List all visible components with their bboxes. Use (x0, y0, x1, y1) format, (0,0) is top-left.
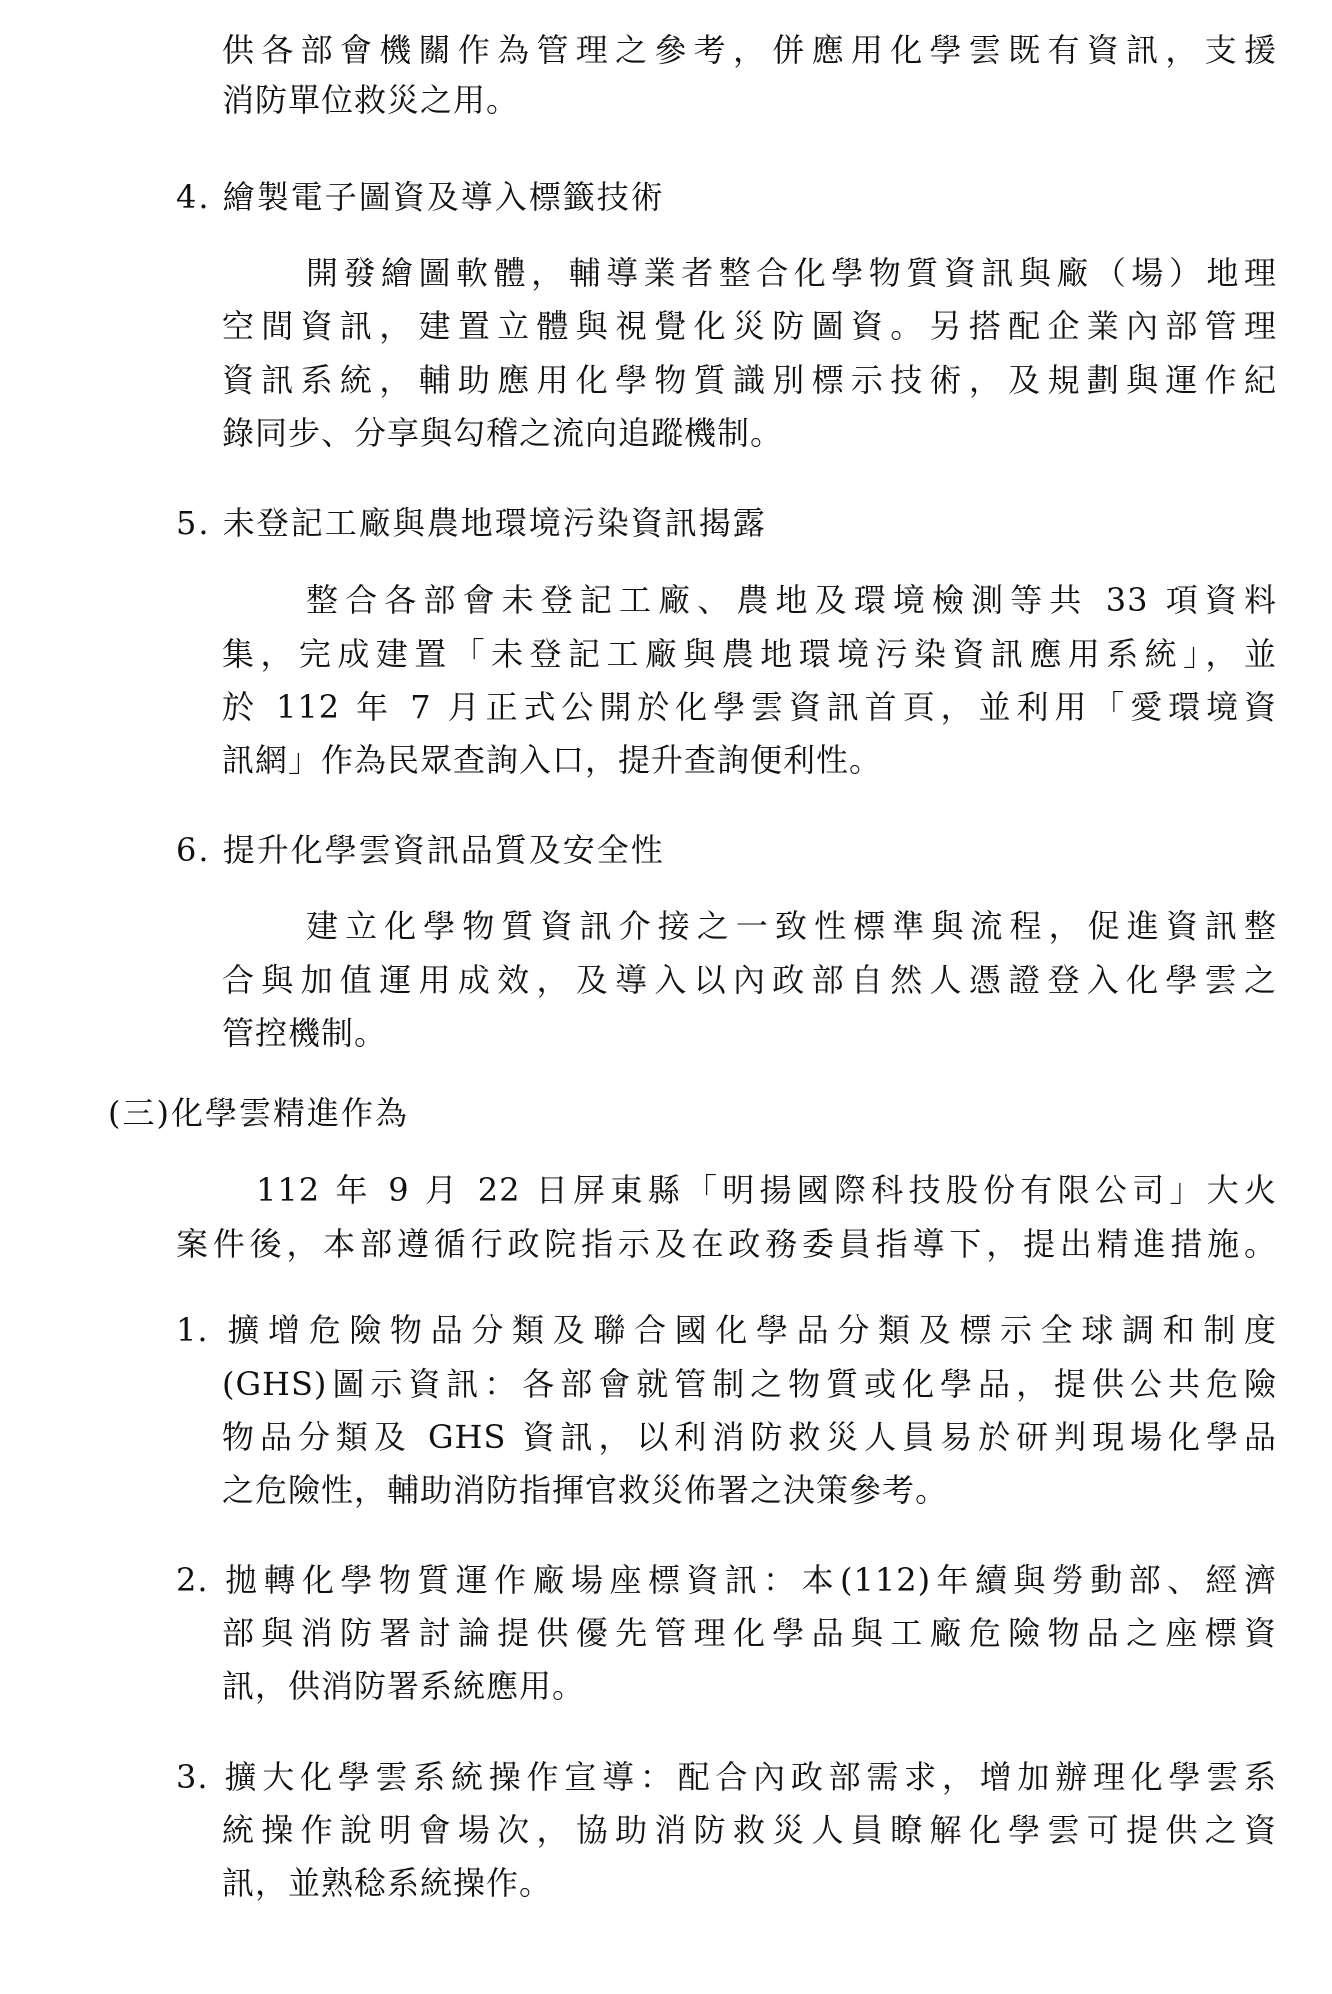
paragraph-line: 112 年 9 月 22 日屏東縣「明揚國際科技股份有限公司」大火 (256, 1171, 1277, 1209)
paragraph-line: 案件後，本部遵循行政院指示及在政務委員指導下，提出精進措施。 (176, 1225, 1277, 1263)
paragraph-line: 集，完成建置「未登記工廠與農地環境污染資訊應用系統」，並 (222, 635, 1277, 673)
paragraph-line: 合與加值運用成效，及導入以內政部自然人憑證登入化學雲之 (222, 961, 1277, 999)
list-item-line: (GHS)圖示資訊：各部會就管制之物質或化學品，提供公共危險 (222, 1365, 1277, 1403)
paragraph-line: 建立化學物質資訊介接之一致性標準與流程，促進資訊整 (306, 907, 1277, 945)
list-item-line: 2. 拋轉化學物質運作廠場座標資訊：本(112)年續與勞動部、經濟 (176, 1561, 1277, 1599)
item-6-heading: 6. 提升化學雲資訊品質及安全性 (176, 831, 665, 869)
list-item-line: 統操作說明會場次，協助消防救災人員瞭解化學雲可提供之資 (222, 1811, 1277, 1849)
list-item-line: 訊，供消防署系統應用。 (222, 1667, 586, 1705)
section-3-heading: (三)化學雲精進作為 (108, 1094, 409, 1132)
paragraph-line: 資訊系統，輔助應用化學物質識別標示技術，及規劃與運作紀 (222, 361, 1277, 399)
paragraph-line: 於 112 年 7 月正式公開於化學雲資訊首頁，並利用「愛環境資 (222, 688, 1277, 726)
paragraph-line: 整合各部會未登記工廠、農地及環境檢測等共 33 項資料 (306, 581, 1277, 619)
list-item-line: 1. 擴增危險物品分類及聯合國化學品分類及標示全球調和制度 (176, 1311, 1277, 1349)
paragraph-line: 訊網」作為民眾查詢入口，提升查詢便利性。 (222, 741, 883, 779)
paragraph-line: 管控機制。 (222, 1014, 388, 1052)
list-item-line: 物品分類及 GHS 資訊，以利消防救災人員易於研判現場化學品 (222, 1418, 1277, 1456)
paragraph-line: 供各部會機關作為管理之參考，併應用化學雲既有資訊，支援 (222, 31, 1277, 69)
list-item-line: 訊，並熟稔系統操作。 (222, 1864, 553, 1902)
list-item-line: 3. 擴大化學雲系統操作宣導：配合內政部需求，增加辦理化學雲系 (176, 1758, 1277, 1796)
list-item-line: 之危險性，輔助消防指揮官救災佈署之決策參考。 (222, 1471, 949, 1509)
item-5-heading: 5. 未登記工廠與農地環境污染資訊揭露 (176, 504, 767, 542)
item-4-heading: 4. 繪製電子圖資及導入標籤技術 (176, 178, 665, 216)
paragraph-line: 空間資訊，建置立體與視覺化災防圖資。另搭配企業內部管理 (222, 307, 1277, 345)
paragraph-line: 開發繪圖軟體，輔導業者整合化學物質資訊與廠（場）地理 (306, 254, 1277, 292)
paragraph-line: 消防單位救災之用。 (222, 81, 520, 119)
paragraph-line: 錄同步、分享與勾稽之流向追蹤機制。 (222, 414, 784, 452)
list-item-line: 部與消防署討論提供優先管理化學品與工廠危險物品之座標資 (222, 1614, 1277, 1652)
